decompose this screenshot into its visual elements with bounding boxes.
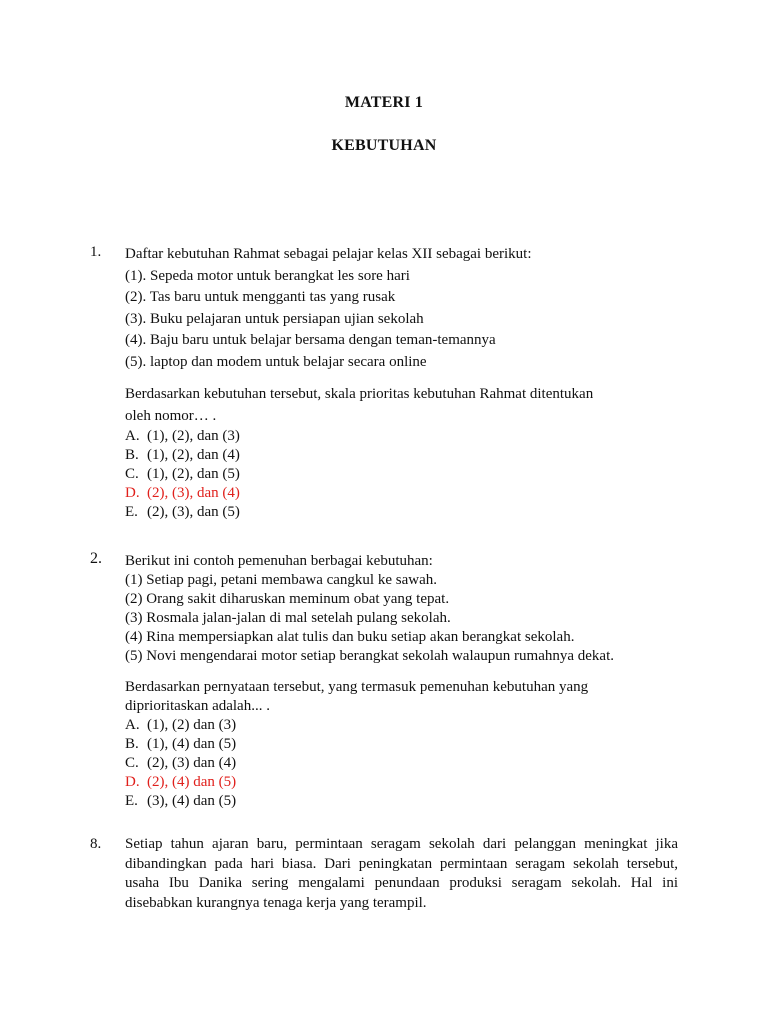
- option-letter: B.: [125, 447, 139, 463]
- option-text: (3), (4) dan (5): [147, 793, 237, 809]
- option-c: [125, 754, 678, 773]
- list-item: (4). Baju baru untuk belajar bersama dengan teman-temannya: [125, 332, 496, 348]
- option-letter: C.: [125, 466, 139, 482]
- question-intro: Berikut ini contoh pemenuhan berbagai kebutuhan:: [125, 553, 433, 569]
- document-title: MATERI 1: [344, 94, 424, 111]
- option-text: (2), (4) dan (5): [147, 774, 237, 790]
- question-prompt: [125, 384, 678, 427]
- option-text: (2), (3), dan (5): [147, 504, 240, 520]
- list-item: (3) Rosmala jalan-jalan di mal setelah pulang sekolah.: [125, 610, 451, 626]
- list-item: (5). laptop dan modem untuk belajar secara online: [125, 353, 427, 370]
- list-item: (2). Tas baru untuk mengganti tas yang rusak: [125, 289, 396, 305]
- option-letter: E.: [125, 504, 138, 520]
- question-text: Setiap tahun ajaran baru, permintaan seragam sekolah dari pelanggan meningkat jika dibandingkan pada hari biasa. Dari peningkatan permintaan seragam sekolah tersebut, usaha Ibu Danika sering mengalami penundaan produksi seragam sekolah. Hal ini disebabkan kurangnya tenaga kerja yang terampil.: [125, 836, 678, 911]
- option-letter: A.: [125, 717, 140, 733]
- answer-options: [125, 716, 678, 811]
- question-prompt-line: Berdasarkan kebutuhan tersebut, skala prioritas kebutuhan Rahmat ditentukan: [125, 386, 594, 402]
- option-text: (2), (3) dan (4): [147, 755, 237, 771]
- option-b: [125, 446, 678, 465]
- list-item: (1). Sepeda motor untuk berangkat les sore hari: [125, 267, 410, 284]
- option-letter: A.: [125, 428, 140, 444]
- document-subtitle: KEBUTUHAN: [331, 137, 437, 154]
- list-item: (2) Orang sakit diharuskan meminum obat yang tepat.: [125, 591, 450, 607]
- list-item: (5) Novi mengendarai motor setiap berangkat sekolah walaupun rumahnya dekat.: [125, 648, 615, 664]
- question-number: 2.: [90, 550, 102, 567]
- question-body: [125, 244, 678, 522]
- question-prompt: [125, 678, 678, 716]
- option-c: [125, 465, 678, 484]
- question-prompt-line: Berdasarkan pernyataan tersebut, yang termasuk pemenuhan kebutuhan yang: [125, 679, 589, 695]
- question-number: 1.: [90, 244, 102, 260]
- option-a: [125, 427, 678, 446]
- answer-options: [125, 427, 678, 522]
- option-text: (2), (3), dan (4): [147, 485, 240, 501]
- option-text: (1), (2) dan (3): [147, 717, 237, 733]
- option-letter: B.: [125, 736, 139, 752]
- option-b: [125, 735, 678, 754]
- list-item: (4) Rina mempersiapkan alat tulis dan buku setiap akan berangkat sekolah.: [125, 629, 575, 645]
- question-prompt-line: oleh nomor… .: [125, 407, 217, 424]
- option-e: [125, 503, 678, 522]
- option-letter: D.: [125, 485, 140, 501]
- option-text: (1), (2), dan (4): [147, 447, 240, 463]
- question-prompt-line: diprioritaskan adalah... .: [125, 698, 270, 714]
- option-text: (1), (4) dan (5): [147, 736, 237, 752]
- list-item: (1) Setiap pagi, petani membawa cangkul ke sawah.: [125, 572, 437, 588]
- question-number: 8.: [90, 836, 102, 852]
- question-body: [125, 552, 678, 811]
- option-a: [125, 716, 678, 735]
- option-d-correct-answer: [125, 773, 678, 792]
- list-item: (3). Buku pelajaran untuk persiapan ujian sekolah: [125, 310, 424, 327]
- option-letter: C.: [125, 755, 139, 771]
- option-text: (1), (2), dan (5): [147, 466, 240, 482]
- option-letter: D.: [125, 774, 140, 790]
- option-letter: E.: [125, 793, 138, 809]
- question-intro: Daftar kebutuhan Rahmat sebagai pelajar kelas XII sebagai berikut:: [125, 246, 532, 262]
- option-text: (1), (2), dan (3): [147, 428, 240, 444]
- option-e: [125, 792, 678, 811]
- option-d-correct-answer: [125, 484, 678, 503]
